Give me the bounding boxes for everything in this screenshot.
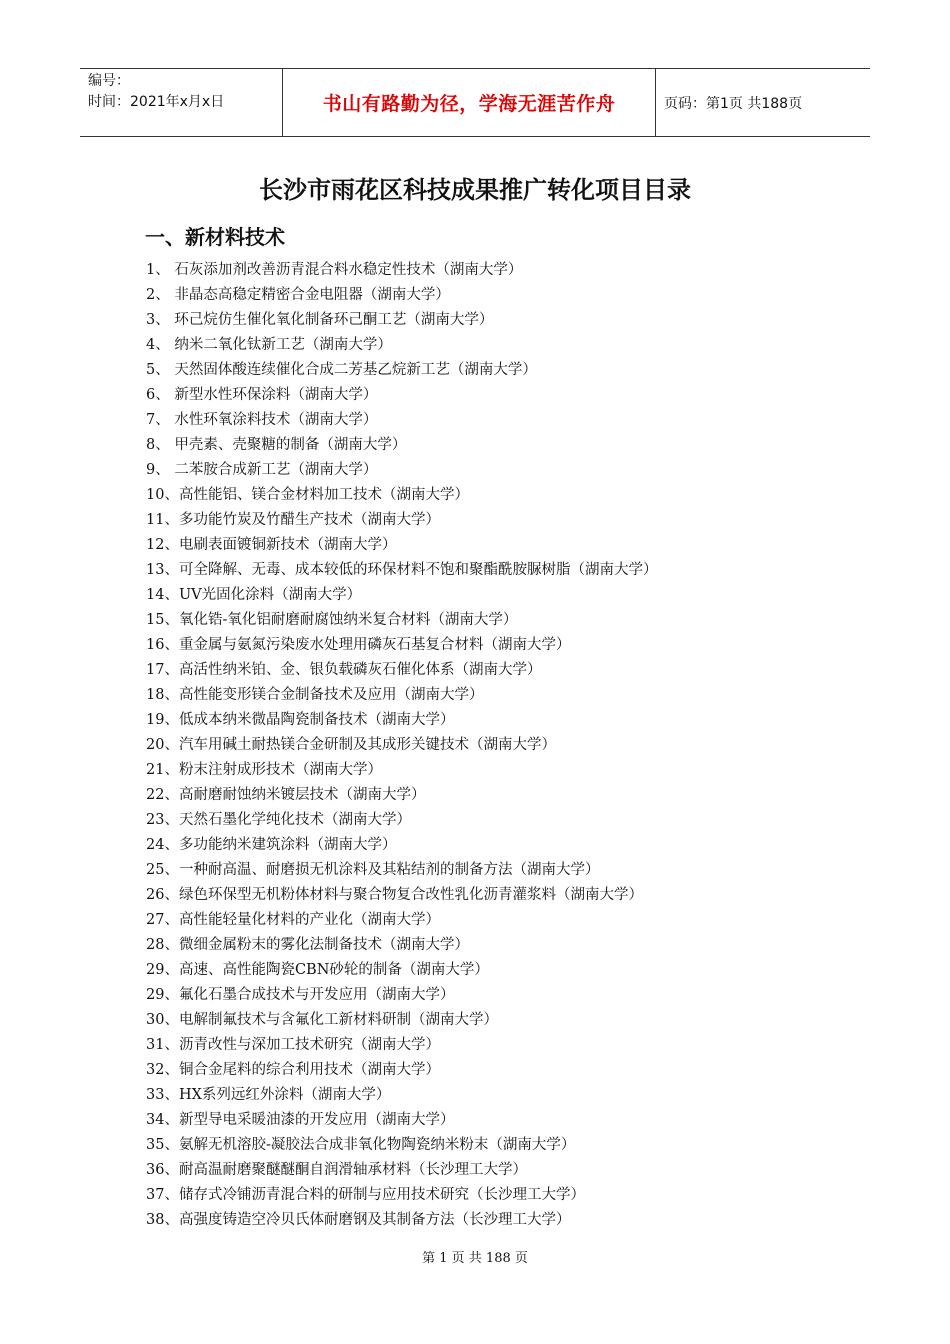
- list-item: 12、电刷表面镀铜新技术（湖南大学）: [146, 537, 397, 553]
- list-item: 26、绿色环保型无机粉体材料与聚合物复合改性乳化沥青灌浆料（湖南大学）: [146, 887, 643, 903]
- list-item: 18、高性能变形镁合金制备技术及应用（湖南大学）: [146, 687, 484, 703]
- list-item: 25、一种耐高温、耐磨损无机涂料及其粘结剂的制备方法（湖南大学）: [146, 862, 600, 878]
- list-item: 29、氟化石墨合成技术与开发应用（湖南大学）: [146, 987, 455, 1003]
- section-heading: 一、新材料技术: [145, 225, 285, 249]
- list-item: 3、 环己烷仿生催化氧化制备环己酮工艺（湖南大学）: [146, 312, 494, 328]
- list-item: 4、 纳米二氧化钛新工艺（湖南大学）: [146, 337, 392, 353]
- list-item: 22、高耐磨耐蚀纳米镀层技术（湖南大学）: [146, 787, 426, 803]
- header-page-info: 页码：第1页 共188页: [664, 95, 803, 112]
- list-item: 27、高性能轻量化材料的产业化（湖南大学）: [146, 912, 440, 928]
- list-item: 21、粉末注射成形技术（湖南大学）: [146, 762, 382, 778]
- list-item: 28、微细金属粉末的雾化法制备技术（湖南大学）: [146, 937, 469, 953]
- page-footer: 第 1 页 共 188 页: [422, 1251, 528, 1266]
- list-item: 17、高活性纳米铂、金、银负载磷灰石催化体系（湖南大学）: [146, 662, 542, 678]
- list-item: 34、新型导电采暖油漆的开发应用（湖南大学）: [146, 1112, 455, 1128]
- list-item: 23、天然石墨化学纯化技术（湖南大学）: [146, 812, 411, 828]
- list-item: 38、高强度铸造空冷贝氏体耐磨钢及其制备方法（长沙理工大学）: [146, 1212, 571, 1228]
- list-item: 10、高性能铝、镁合金材料加工技术（湖南大学）: [146, 487, 469, 503]
- list-item: 36、耐高温耐磨聚醚醚酮自润滑轴承材料（长沙理工大学）: [146, 1162, 527, 1178]
- project-list: [146, 258, 866, 1233]
- list-item: 9、 二苯胺合成新工艺（湖南大学）: [146, 462, 378, 478]
- list-item: 35、氨解无机溶胶-凝胶法合成非氧化物陶瓷纳米粉末（湖南大学）: [146, 1137, 576, 1153]
- header-motto: 书山有路勤为径，学海无涯苦作舟: [282, 69, 656, 136]
- list-item: 7、 水性环氧涂料技术（湖南大学）: [146, 412, 378, 428]
- list-item: 20、汽车用碱土耐热镁合金研制及其成形关键技术（湖南大学）: [146, 737, 556, 753]
- number-label: 编号：: [88, 73, 130, 89]
- list-item: 8、 甲壳素、壳聚糖的制备（湖南大学）: [146, 437, 407, 453]
- list-item: 24、多功能纳米建筑涂料（湖南大学）: [146, 837, 397, 853]
- list-item: 29、高速、高性能陶瓷CBN砂轮的制备（湖南大学）: [146, 962, 489, 978]
- list-item: 6、 新型水性环保涂料（湖南大学）: [146, 387, 378, 403]
- list-item: 5、 天然固体酸连续催化合成二芳基乙烷新工艺（湖南大学）: [146, 362, 537, 378]
- list-item: 31、沥青改性与深加工技术研究（湖南大学）: [146, 1037, 440, 1053]
- list-item: 19、低成本纳米微晶陶瓷制备技术（湖南大学）: [146, 712, 455, 728]
- document-title: 长沙市雨花区科技成果推广转化项目目录: [259, 176, 691, 204]
- header-meta: [80, 69, 280, 136]
- list-item: 33、HX系列远红外涂料（湖南大学）: [146, 1087, 391, 1103]
- list-item: 1、 石灰添加剂改善沥青混合料水稳定性技术（湖南大学）: [146, 262, 523, 278]
- list-item: 14、UV光固化涂料（湖南大学）: [146, 587, 362, 603]
- list-item: 32、铜合金尾料的综合利用技术（湖南大学）: [146, 1062, 440, 1078]
- list-item: 2、 非晶态高稳定精密合金电阻器（湖南大学）: [146, 287, 450, 303]
- list-item: 11、多功能竹炭及竹醋生产技术（湖南大学）: [146, 512, 440, 528]
- list-item: 37、储存式冷铺沥青混合料的研制与应用技术研究（长沙理工大学）: [146, 1187, 585, 1203]
- list-item: 13、可全降解、无毒、成本较低的环保材料不饱和聚酯酰胺脲树脂（湖南大学）: [146, 562, 658, 578]
- list-item: 15、氧化锆-氧化铝耐磨耐腐蚀纳米复合材料（湖南大学）: [146, 612, 518, 628]
- time-label: 时间：2021年x月x日: [88, 94, 225, 110]
- list-item: 16、重金属与氨氮污染废水处理用磷灰石基复合材料（湖南大学）: [146, 637, 571, 653]
- list-item: 30、电解制氟技术与含氟化工新材料研制（湖南大学）: [146, 1012, 498, 1028]
- page-header: [80, 68, 870, 137]
